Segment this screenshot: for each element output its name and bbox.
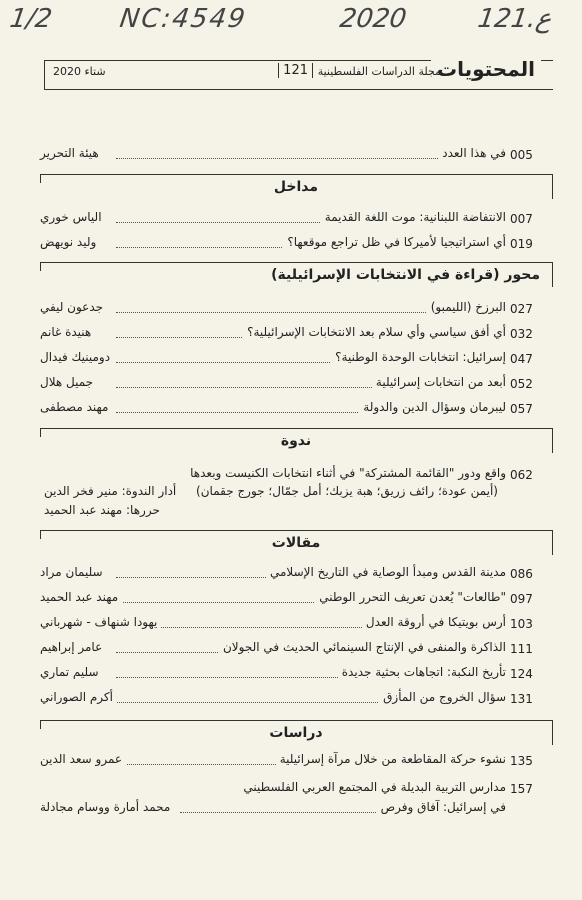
entry-author: يهودا شنهاف - شهرباني	[40, 615, 161, 629]
section-header-madakhil	[40, 174, 553, 199]
toc-entry[interactable]	[40, 300, 550, 322]
entry-author: سليم تماري	[40, 665, 103, 679]
section-title: مداخل	[273, 179, 319, 195]
page-number: 057	[510, 402, 533, 416]
page-header	[44, 57, 553, 90]
toc-entry[interactable]	[40, 590, 550, 612]
entry-title: أي أفق سياسي وأي سلام بعد الانتخابات الإسرائيلية؟	[243, 325, 506, 339]
entry-author: جدعون ليفي	[40, 300, 107, 314]
toc-entry[interactable]	[40, 350, 550, 372]
entry-title: أرس بويتيكا في أروقة العدل	[362, 615, 506, 629]
page-number: 052	[510, 377, 533, 391]
entry-title-line2: في إسرائيل: آفاق وفرص	[377, 800, 506, 814]
page-number: 047	[510, 352, 533, 366]
section-title: ندوة	[280, 433, 312, 449]
entry-title: تأريخ النكبة: اتجاهات بحثية جديدة	[338, 665, 506, 679]
section-title: محور (قراءة في الانتخابات الإسرائيلية)	[271, 267, 540, 283]
entry-title: البرزخ (الليمبو)	[427, 300, 506, 314]
section-header-mihwar	[40, 262, 553, 287]
entry-author: الياس خوري	[40, 210, 106, 224]
handwritten-year: 2020	[337, 4, 409, 34]
toc-entry-continuation	[40, 800, 550, 822]
moderator-line: أدار الندوة: منير فخر الدين	[44, 484, 177, 498]
entry-title: في هذا العدد	[438, 146, 506, 160]
entry-author: وليد نويهض	[40, 235, 100, 249]
entry-author: هيئة التحرير	[40, 146, 103, 160]
entry-title: أبعد من انتخابات إسرائيلية	[372, 375, 506, 389]
toc-entry[interactable]	[40, 752, 550, 774]
section-header-nadwa	[40, 428, 553, 453]
toc-entry[interactable]	[40, 375, 550, 397]
entry-title: سؤال الخروج من المأزق	[379, 690, 506, 704]
journal-name: مجلة الدراسات الفلسطينية	[317, 65, 441, 78]
section-title: دراسات	[269, 725, 323, 741]
editor-line: حررها: مهند عبد الحميد	[44, 503, 160, 517]
entry-title: مدارس التربية البديلة في المجتمع العربي الفلسطيني	[239, 780, 506, 794]
handwritten-page-fraction: 1/2	[7, 4, 54, 34]
toc-entry[interactable]	[40, 235, 550, 257]
entry-title: مدينة القدس ومبدأ الوصاية في التاريخ الإسلامي	[266, 565, 506, 579]
page-number: 019	[510, 237, 533, 251]
section-header-dirasat	[40, 720, 553, 745]
page-number: 032	[510, 327, 533, 341]
toc-entry[interactable]	[40, 665, 550, 687]
entry-title: ليبرمان وسؤال الدين والدولة	[359, 400, 506, 414]
page-number: 005	[510, 148, 533, 162]
page-number: 097	[510, 592, 533, 606]
issue-season: شتاء 2020	[53, 65, 106, 78]
entry-title: واقع ودور "القائمة المشتركة" في أثناء انتخابات الكنيست وبعدها	[186, 466, 506, 480]
participants-line: (أيمن عودة؛ رائف زريق؛ هبة يزبك؛ أمل جمّال؛ جورج جقمان)	[196, 484, 498, 498]
section-header-maqalat	[40, 530, 553, 555]
toc-entry[interactable]	[40, 690, 550, 712]
entry-author: عامر إبراهيم	[40, 640, 106, 654]
issue-number: 121	[278, 63, 313, 78]
entry-title: أي استراتيجيا لأميركا في ظل تراجع موقعها؟	[283, 235, 506, 249]
section-title: مقالات	[271, 535, 321, 551]
entry-author: عمرو سعد الدين	[40, 752, 126, 766]
entry-author: مهند مصطفى	[40, 400, 112, 414]
toc-entry[interactable]	[40, 325, 550, 347]
page-number: 027	[510, 302, 533, 316]
toc-entry[interactable]	[40, 210, 550, 232]
entry-title: الانتفاضة اللبنانية: موت اللغة القديمة	[321, 210, 506, 224]
page-number: 062	[510, 468, 533, 482]
handwritten-catalog-number: NC:4549	[117, 4, 249, 34]
entry-title: إسرائيل: انتخابات الوحدة الوطنية؟	[331, 350, 506, 364]
toc-entry[interactable]	[40, 615, 550, 637]
entry-author: سليمان مراد	[40, 565, 107, 579]
handwritten-issue-note: ع.121	[475, 4, 554, 34]
entry-author: هنيدة غانم	[40, 325, 95, 339]
entry-title: نشوء حركة المقاطعة من خلال مرآة إسرائيلية	[276, 752, 506, 766]
page-number: 103	[510, 617, 533, 631]
page-number: 131	[510, 692, 533, 706]
entry-author: جميل هلال	[40, 375, 97, 389]
entry-author: دومينيك فيدال	[40, 350, 114, 364]
page-number: 086	[510, 567, 533, 581]
entry-title: "طالعات" يُعدن تعريف التحرر الوطني	[315, 590, 506, 604]
entry-author: محمد أمارة ووسام مجادلة	[40, 800, 174, 814]
toc-entry[interactable]	[40, 565, 550, 587]
page-number: 111	[510, 642, 533, 656]
contents-title: المحتويات	[431, 57, 541, 81]
entry-author: أكرم الصوراني	[40, 690, 117, 704]
toc-entry[interactable]	[40, 146, 550, 168]
page-number: 135	[510, 754, 533, 768]
entry-title: الذاكرة والمنفى في الإنتاج السينمائي الحديث في الجولان	[219, 640, 506, 654]
entry-author: مهند عبد الحميد	[40, 590, 122, 604]
page-number: 007	[510, 212, 533, 226]
page-number: 124	[510, 667, 533, 681]
toc-entry[interactable]	[40, 400, 550, 422]
page-number: 157	[510, 782, 533, 796]
toc-entry[interactable]	[40, 640, 550, 662]
toc-entry[interactable]	[40, 780, 550, 802]
